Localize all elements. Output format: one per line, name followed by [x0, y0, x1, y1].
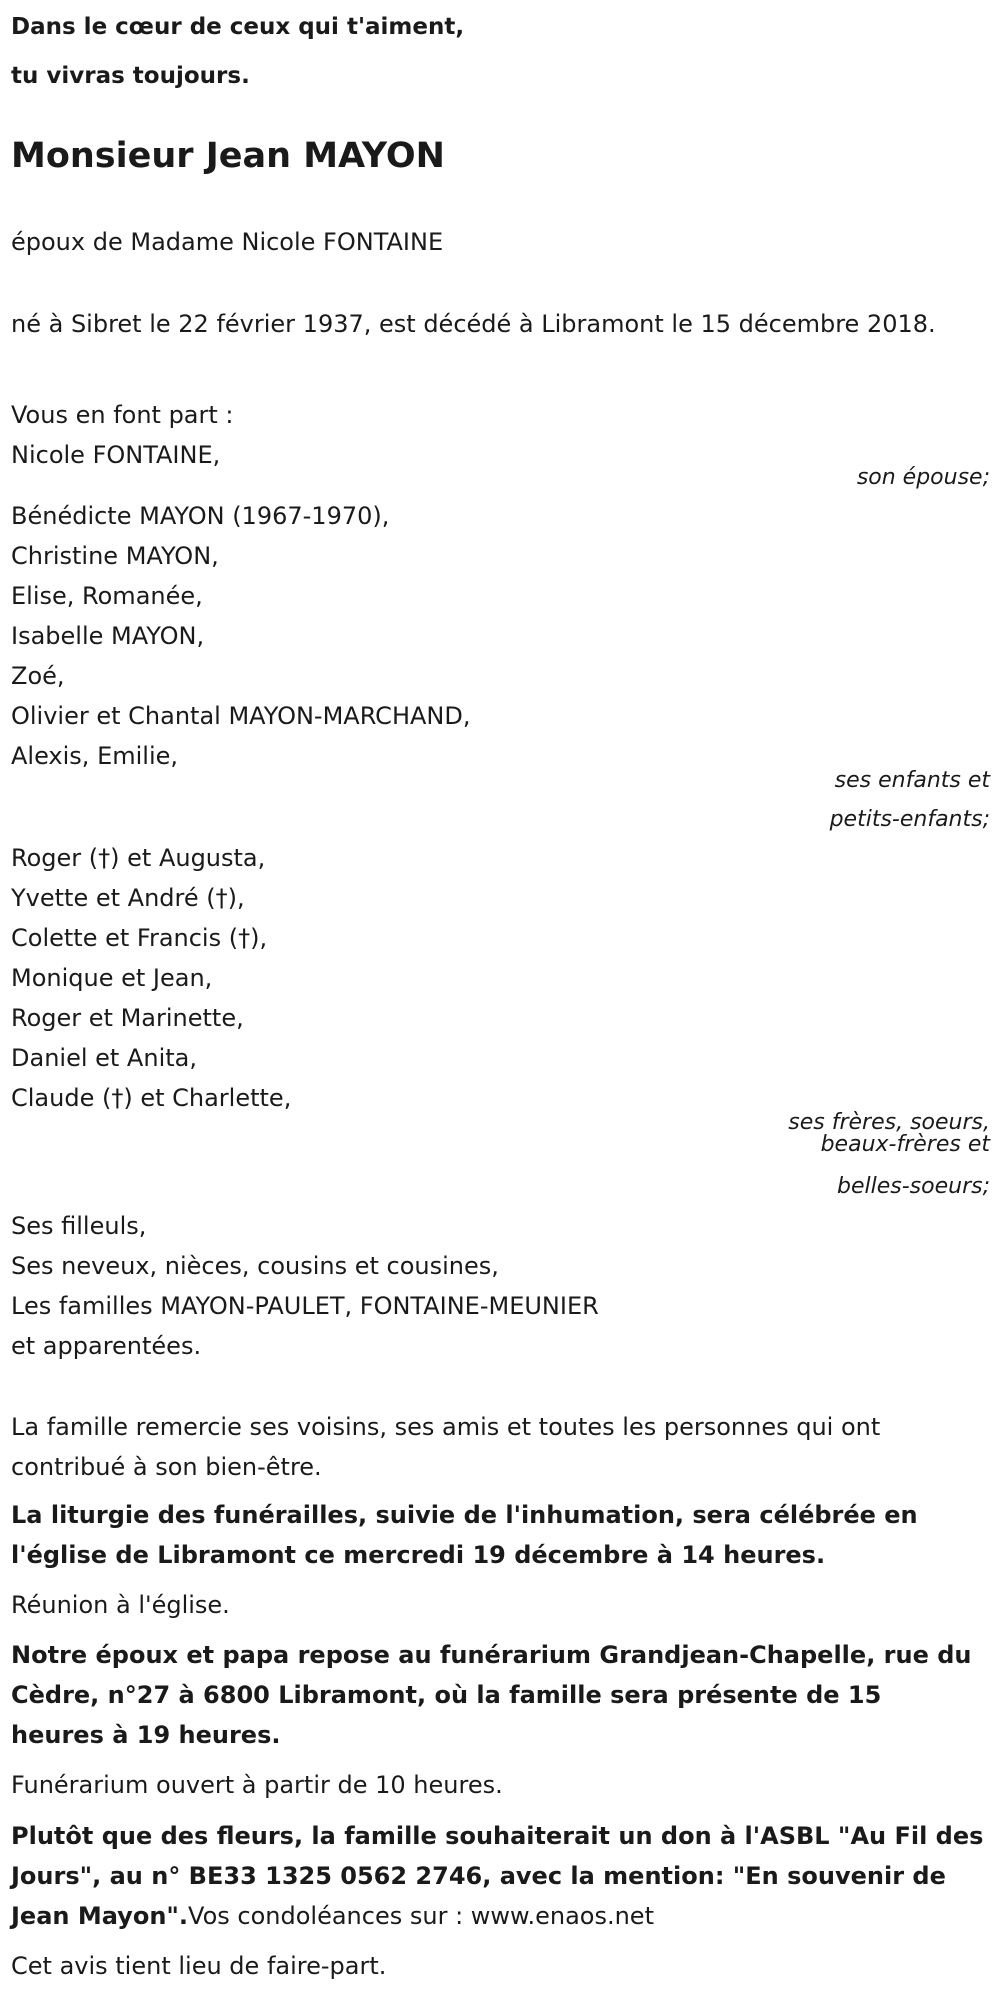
rests-at-paragraph: Notre époux et papa repose au funérarium Grandjean-Chapelle, rue du Cèdre, n°27 à 6800 Libramont, où la famille sera présente de 15 heures à 19 heures.: [11, 1641, 972, 1749]
relation-children-line-2: petits-enfants;: [829, 807, 990, 832]
family-member: Daniel et Anita,: [11, 1044, 197, 1072]
family-member: Alexis, Emilie,: [11, 742, 179, 770]
relation-children-line-1: ses enfants et: [834, 768, 990, 793]
family-member: Nicole FONTAINE,: [11, 441, 221, 469]
family-member: Claude (†) et Charlette,: [11, 1084, 292, 1112]
verse-line-2: tu vivras toujours.: [11, 63, 250, 89]
list-item: Ses neveux, nièces, cousins et cousines,: [11, 1252, 499, 1280]
family-member: Olivier et Chantal MAYON-MARCHAND,: [11, 702, 471, 730]
relation-spouse: son épouse;: [856, 465, 990, 490]
family-member: Zoé,: [11, 662, 65, 690]
family-member: Elise, Romanée,: [11, 582, 203, 610]
meeting-info: Réunion à l'église.: [11, 1591, 230, 1619]
announce-intro: Vous en font part :: [11, 401, 234, 429]
spouse-of: époux de Madame Nicole FONTAINE: [11, 228, 444, 256]
family-member: Bénédicte MAYON (1967-1970),: [11, 502, 390, 530]
list-item: et apparentées.: [11, 1332, 202, 1360]
family-member: Monique et Jean,: [11, 964, 213, 992]
relation-siblings-line-3: belles-soeurs;: [837, 1174, 990, 1199]
children-group: [11, 496, 470, 776]
deceased-name: Monsieur Jean MAYON: [11, 136, 445, 176]
family-member: Yvette et André (†),: [11, 884, 245, 912]
donation-text: Plutôt que des fleurs, la famille souhaiterait un don à l'ASBL "Au Fil des Jours", au n° BE33 1325 0562 2746, avec la mention: "En souvenir de Jean Mayon".: [11, 1822, 984, 1930]
other-relatives: [11, 1206, 599, 1366]
relation-siblings-line-1: ses frères, soeurs,: [788, 1110, 990, 1135]
donation-paragraph: [11, 1816, 991, 1936]
liturgy-paragraph: La liturgie des funérailles, suivie de l'inhumation, sera célébrée en l'église de Libramont ce mercredi 19 décembre à 14 heures.: [11, 1501, 918, 1569]
list-item: Ses filleuls,: [11, 1212, 147, 1240]
relation-siblings-line-2: beaux-frères et: [820, 1132, 990, 1157]
birth-death-info: né à Sibret le 22 février 1937, est décédé à Libramont le 15 décembre 2018.: [11, 310, 936, 338]
condolences-link-text[interactable]: Vos condoléances sur : www.enaos.net: [188, 1902, 654, 1930]
family-member: Roger (†) et Augusta,: [11, 844, 266, 872]
family-member: Colette et Francis (†),: [11, 924, 268, 952]
relation-children: [590, 761, 990, 839]
verse-line-1: Dans le cœur de ceux qui t'aiment,: [11, 14, 465, 40]
funeral-home-hours: Funérarium ouvert à partir de 10 heures.: [11, 1771, 503, 1799]
closing-note: Cet avis tient lieu de faire-part.: [11, 1952, 387, 1980]
family-member: Isabelle MAYON,: [11, 622, 205, 650]
list-item: Les familles MAYON-PAULET, FONTAINE-MEUNIER: [11, 1292, 599, 1320]
thanks-paragraph: La famille remercie ses voisins, ses amis et toutes les personnes qui ont contribué à son bien-être.: [11, 1413, 881, 1481]
family-member: Christine MAYON,: [11, 542, 219, 570]
relation-siblings: [590, 1112, 990, 1156]
siblings-group: [11, 838, 291, 1118]
verse: [11, 3, 464, 101]
spouse-group: [11, 435, 220, 475]
family-member: Roger et Marinette,: [11, 1004, 244, 1032]
